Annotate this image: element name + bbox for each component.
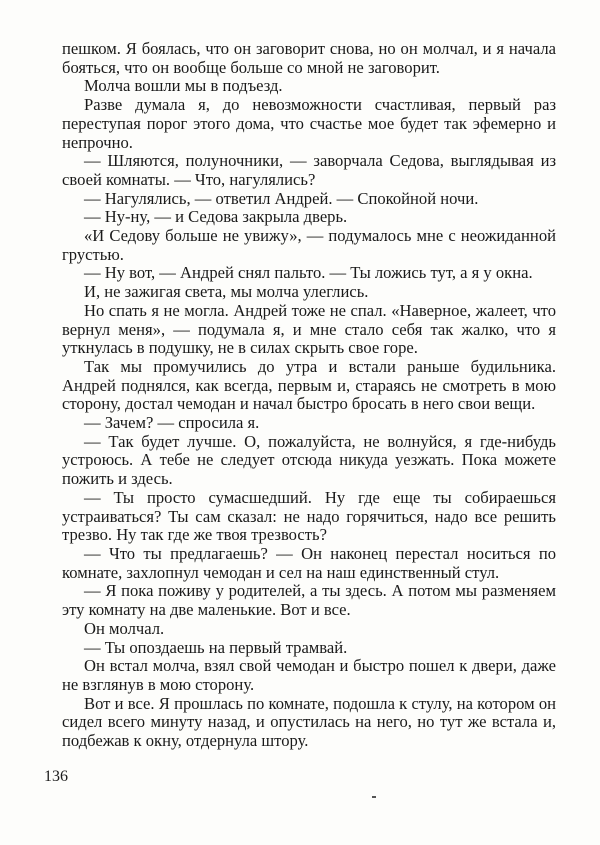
paragraph-7: «И Седову больше не увижу», — подумалось мне с неожиданной грустью. bbox=[62, 226, 556, 264]
paragraph-2: Молча вошли мы в подъезд. bbox=[84, 76, 283, 96]
paragraph-19: Он встал молча, взял свой чемодан и быстро пошел к двери, даже не взглянув в мою сторону. bbox=[62, 656, 556, 694]
paragraph-14: — Ты просто сумасшедший. Ну где еще ты собираешься устраиваться? Ты сам сказал: не надо горячиться, надо все решить трезво. Ну так где же твоя трезвость? bbox=[62, 487, 556, 545]
paragraph-17: Он молчал. bbox=[84, 618, 165, 638]
paragraph-9: И, не зажигая света, мы молча улеглись. bbox=[84, 282, 369, 302]
page-number: 136 bbox=[44, 768, 68, 785]
body-text bbox=[62, 40, 556, 751]
paragraph-3: Разве думала я, до невозможности счастливая, первый раз переступая порог этого дома, что счастье мое будет так эфемерно и непрочно. bbox=[62, 95, 556, 152]
paragraph-13: — Так будет лучше. О, пожалуйста, не волнуйся, я где-нибудь устроюсь. А тебе не следует отсюда никуда уезжать. Пока можете пожить и здесь. bbox=[62, 431, 556, 489]
paragraph-11: Так мы промучились до утра и встали раньше будильника. Андрей поднялся, как всегда, первым и, стараясь не смотреть в мою сторону, достал чемодан и начал быстро бросать в него свои вещи. bbox=[62, 356, 556, 414]
paragraph-8: — Ну вот, — Андрей снял пальто. — Ты ложись тут, а я у окна. bbox=[84, 263, 533, 283]
paragraph-12: — Зачем? — спросила я. bbox=[84, 413, 260, 433]
paragraph-20: Вот и все. Я прошлась по комнате, подошла к стулу, на котором он сидел всего минуту назад, и опустилась на него, но тут же встала и, подбежав к окну, отдернула штору. bbox=[62, 693, 556, 751]
paragraph-18: — Ты опоздаешь на первый трамвай. bbox=[84, 637, 348, 657]
paragraph-16: — Я пока поживу у родителей, а ты здесь. А потом мы разменяем эту комнату на две маленькие. Вот и все. bbox=[62, 581, 556, 620]
paragraph-4: — Шляются, полуночники, — заворчала Седова, выглядывая из своей комнаты. — Что, нагулялись? bbox=[62, 151, 556, 189]
paragraph-6: — Ну-ну, — и Седова закрыла дверь. bbox=[84, 207, 348, 227]
print-speck bbox=[372, 796, 376, 798]
paragraph-10: Но спать я не могла. Андрей тоже не спал. «Наверное, жалеет, что вернул меня», — подумала я, и мне стало себя так жалко, что я уткнулась в подушку, не в силах скрыть свое горе. bbox=[62, 300, 556, 358]
paragraph-15: — Что ты предлагаешь? — Он наконец перестал носиться по комнате, захлопнул чемодан и сел на наш единственный стул. bbox=[62, 543, 556, 582]
paragraph-5: — Нагулялись, — ответил Андрей. — Спокойной ночи. bbox=[84, 188, 479, 208]
paragraph-1: пешком. Я боялась, что он заговорит снова, но он молчал, и я начала бояться, что он вообще больше со мной не заговорит. bbox=[62, 39, 556, 77]
